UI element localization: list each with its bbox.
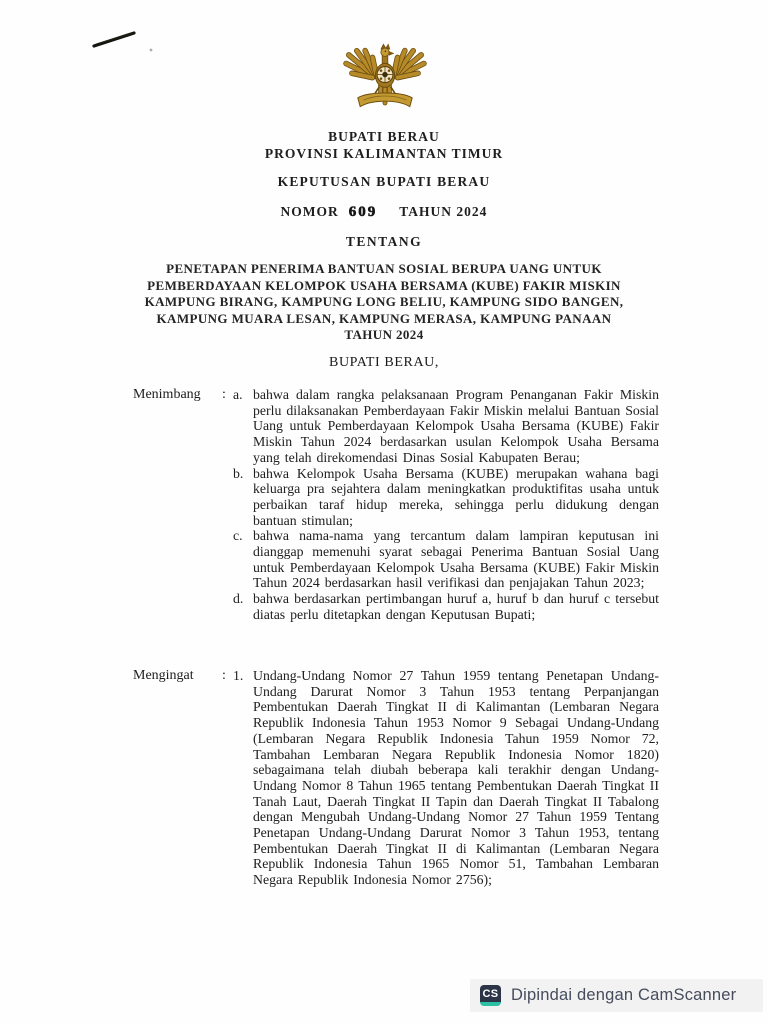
mengingat-colon: : xyxy=(222,668,226,683)
decree-title: KEPUTUSAN BUPATI BERAU xyxy=(277,174,491,189)
item-number: 1. xyxy=(233,668,244,683)
nomor-stamped-value: 609 xyxy=(348,204,378,220)
mengingat-label: Mengingat xyxy=(133,668,194,683)
subject-line: TAHUN 2024 xyxy=(344,327,424,343)
tahun-label: TAHUN 2024 xyxy=(399,204,488,219)
menimbang-section xyxy=(133,387,659,623)
item-letter: d. xyxy=(233,591,244,607)
camscanner-text: Dipindai dengan CamScanner xyxy=(511,986,737,1004)
subject-line: PENETAPAN PENERIMA BANTUAN SOSIAL BERUPA UANG UNTUK xyxy=(166,261,602,276)
nomor-label: NOMOR xyxy=(280,204,339,219)
item-text: bahwa nama-nama yang tercantum dalam lampiran keputusan ini dianggap memenuhi syarat sebagai Penerima Bantuan Sosial Uang untuk Pemberdayaan Kelompok Usaha Bersama (KUBE) Fakir Miskin Tahun 2024 berdasarkan hasil verifikasi dan penjajakan Tahun 2023; xyxy=(253,528,659,591)
subject-line: KAMPUNG MUARA LESAN, KAMPUNG MERASA, KAMPUNG PANAAN xyxy=(156,310,612,326)
pen-mark xyxy=(88,24,160,58)
item-letter: c. xyxy=(233,528,243,544)
subject-line: KAMPUNG BIRANG, KAMPUNG LONG BELIU, KAMPUNG SIDO BANGEN, xyxy=(144,294,624,310)
province-name: PROVINSI KALIMANTAN TIMUR xyxy=(264,146,504,161)
item-text: Undang-Undang Nomor 27 Tahun 1959 tentang Penetapan Undang-Undang Darurat Nomor 3 Tahun 1953 tentang Perpanjangan Pembentukan Daerah Tingkat II di Kalimantan (Lembaran Negara Republik Indonesia Tahun 1953 Nomor 9 Sebagai Undang-Undang (Lembaran Negara Republik Indonesia Tahun 1959 Nomor 72, Tambahan Lembaran Negara Republik Indonesia Nomor 1820) sebagaimana telah diubah beberapa kali terakhir dengan Undang-Undang Nomor 8 Tahun 1965 tentang Pembentukan Daerah Tingkat II Tanah Laut, Daerah Tingkat II Tapin dan Daerah Tingkat II Tabalong dengan Mengubah Undang-Undang Nomor 27 Tahun 1959 Tentang Penetapan Undang-Undang Darurat Nomor 3 Tahun 1953, tentang Pembentukan Daerah Tingkat II di Kalimantan (Lembaran Negara Republik Indonesia Tahun 1965 Nomor 51, Tambahan Lembaran Negara Republik Indonesia Nomor 2756); xyxy=(253,668,659,888)
decree-number-line xyxy=(0,204,768,221)
subject-line: PEMBERDAYAAN KELOMPOK USAHA BERSAMA (KUBE) FAKIR MISKIN xyxy=(147,277,621,293)
menimbang-item-a xyxy=(133,387,659,466)
camscanner-icon: CS xyxy=(480,985,501,1006)
decree-subject xyxy=(104,261,664,344)
menimbang-colon: : xyxy=(222,387,226,402)
item-letter: b. xyxy=(233,465,244,481)
item-letter: a. xyxy=(233,387,243,402)
menimbang-label: Menimbang xyxy=(133,387,201,402)
garuda-pancasila-emblem-icon xyxy=(337,34,433,128)
office-name: BUPATI BERAU xyxy=(328,129,440,144)
tentang-label: TENTANG xyxy=(345,234,423,249)
mengingat-item-1 xyxy=(133,668,659,888)
item-text: bahwa dalam rangka pelaksanaan Program Penanganan Fakir Miskin perlu dilaksanakan Pemberdayaan Fakir Miskin melalui Bantuan Sosial Uang untuk Pemberdayaan Kelompok Usaha Bersama (KUBE) Fakir Miskin Tahun 2024 berdasarkan usulan Kelompok Usaha Bersama yang telah direkomendasi Dinas Sosial Kabupaten Berau; xyxy=(253,387,659,465)
item-text: bahwa berdasarkan pertimbangan huruf a, huruf b dan huruf c tersebut diatas perlu ditetapkan dengan Keputusan Bupati; xyxy=(253,591,659,622)
mengingat-section xyxy=(133,668,659,888)
menimbang-item-b xyxy=(133,466,659,529)
item-text: bahwa Kelompok Usaha Bersama (KUBE) merupakan wahana bagi keluarga pra sejahtera dalam meningkatkan produktifitas usaha untuk perbaikan taraf hidup mereka, sehingga perlu didukung dengan bantuan stimulan; xyxy=(253,465,659,528)
camscanner-watermark-link[interactable] xyxy=(470,979,763,1012)
menimbang-item-c xyxy=(133,528,659,591)
salutation: BUPATI BERAU, xyxy=(329,355,439,370)
menimbang-item-d xyxy=(133,591,659,622)
